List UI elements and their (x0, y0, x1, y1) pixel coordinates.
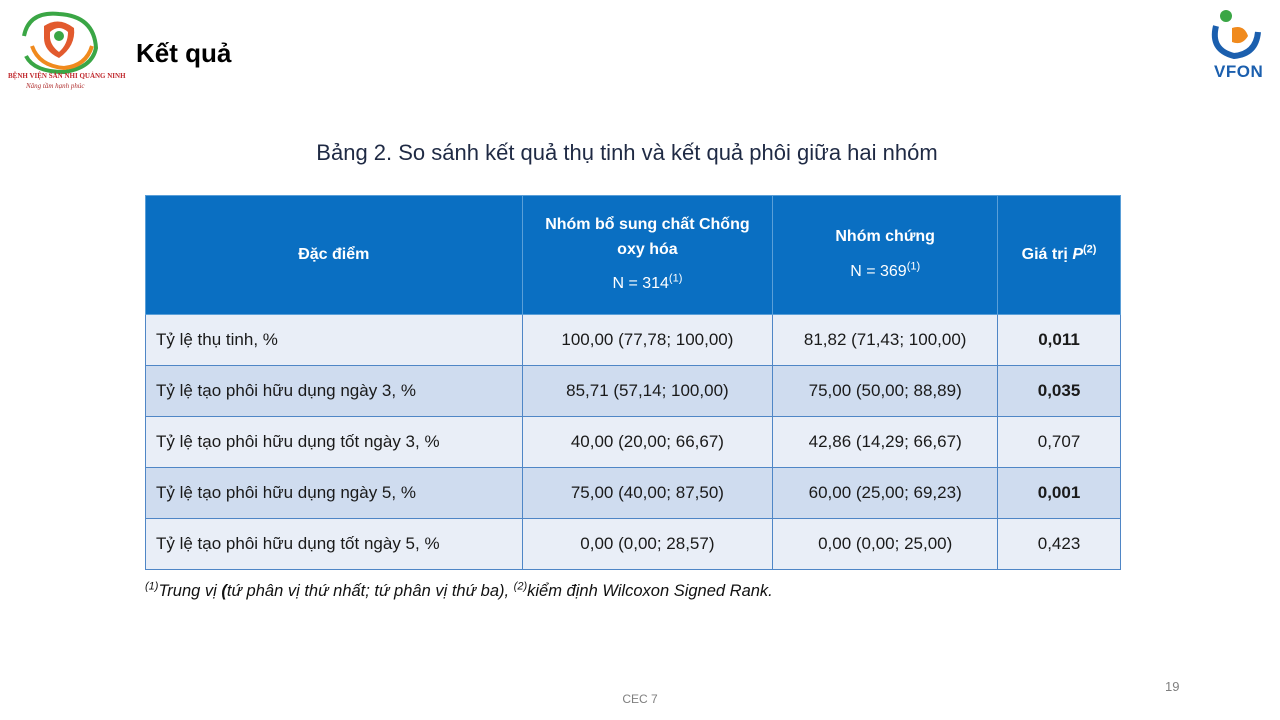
header-control-label: Nhóm chứng (835, 228, 935, 246)
header-antioxidant-label: Nhóm bổ sung chất Chống oxy hóa (545, 215, 750, 258)
row-control-value: 42,86 (14,29; 66,67) (773, 417, 998, 468)
row-antioxidant-value: 0,00 (0,00; 28,57) (522, 519, 773, 570)
row-label: Tỷ lệ tạo phôi hữu dụng tốt ngày 5, % (146, 519, 523, 570)
header-p-label: Giá trị (1021, 245, 1068, 263)
row-p-value: 0,423 (998, 519, 1121, 570)
row-control-value: 75,00 (50,00; 88,89) (773, 366, 998, 417)
table-caption: Bảng 2. So sánh kết quả thụ tinh và kết quả phôi giữa hai nhóm (316, 140, 938, 165)
vfon-logo-text: VFON (1214, 62, 1264, 81)
header-characteristic-label: Đặc điểm (298, 245, 370, 263)
row-p-value: 0,035 (998, 366, 1121, 417)
footnote-text-2: tứ phân vị thứ nhất; tứ phân vị thứ ba), (226, 582, 514, 600)
header-antioxidant-group (522, 196, 773, 315)
row-antioxidant-value: 85,71 (57,14; 100,00) (522, 366, 773, 417)
vfon-logo (1204, 6, 1268, 92)
table-footnote (145, 582, 773, 601)
header-antioxidant-n-value: N = 314 (612, 275, 669, 293)
row-p-value: 0,707 (998, 417, 1121, 468)
row-antioxidant-value: 75,00 (40,00; 87,50) (522, 468, 773, 519)
table-row (146, 417, 1121, 468)
header-antioxidant-n-sup: (1) (668, 273, 683, 286)
header-antioxidant-n (531, 272, 765, 297)
header-control-n (781, 260, 989, 285)
footnote-text-3: kiểm định Wilcoxon Signed Rank. (527, 582, 773, 600)
hospital-logo-text: BỆNH VIỆN SẢN NHI QUẢNG NINH (8, 72, 126, 80)
table-row (146, 519, 1121, 570)
table-row (146, 468, 1121, 519)
row-p-value: 0,011 (998, 315, 1121, 366)
row-label: Tỷ lệ tạo phôi hữu dụng ngày 3, % (146, 366, 523, 417)
header-p-sup: (2) (1082, 243, 1097, 256)
row-antioxidant-value: 100,00 (77,78; 100,00) (522, 315, 773, 366)
footnote-paren: ( (221, 582, 227, 600)
footer-event-label: CEC 7 (622, 692, 658, 706)
results-table (145, 195, 1121, 570)
header-control-group (773, 196, 998, 315)
footnote-sup-1: (1) (145, 580, 159, 593)
header-control-n-value: N = 369 (850, 263, 907, 280)
row-label: Tỷ lệ tạo phôi hữu dụng ngày 5, % (146, 468, 523, 519)
header-p-italic: P (1072, 245, 1083, 263)
row-control-value: 81,82 (71,43; 100,00) (773, 315, 998, 366)
footnote-sup-2: (2) (513, 580, 528, 593)
vfon-logo-emblem-icon (1204, 6, 1268, 66)
header-p-value (998, 196, 1121, 315)
row-control-value: 60,00 (25,00; 69,23) (773, 468, 998, 519)
footnote-text-1: Trung vị (158, 582, 222, 600)
hospital-logo (4, 6, 126, 98)
row-control-value: 0,00 (0,00; 25,00) (773, 519, 998, 570)
slide-title: Kết quả (136, 38, 232, 68)
row-label: Tỷ lệ thụ tinh, % (146, 315, 523, 366)
row-p-value: 0,001 (998, 468, 1121, 519)
page-number: 19 (1165, 679, 1180, 694)
header-control-n-sup: (1) (906, 260, 921, 273)
header-characteristic (146, 196, 523, 315)
table-row (146, 366, 1121, 417)
hospital-logo-slogan: Nâng tầm hạnh phúc (26, 82, 85, 90)
table-header-row (146, 196, 1121, 315)
row-label: Tỷ lệ tạo phôi hữu dụng tốt ngày 3, % (146, 417, 523, 468)
row-antioxidant-value: 40,00 (20,00; 66,67) (522, 417, 773, 468)
table-row (146, 315, 1121, 366)
